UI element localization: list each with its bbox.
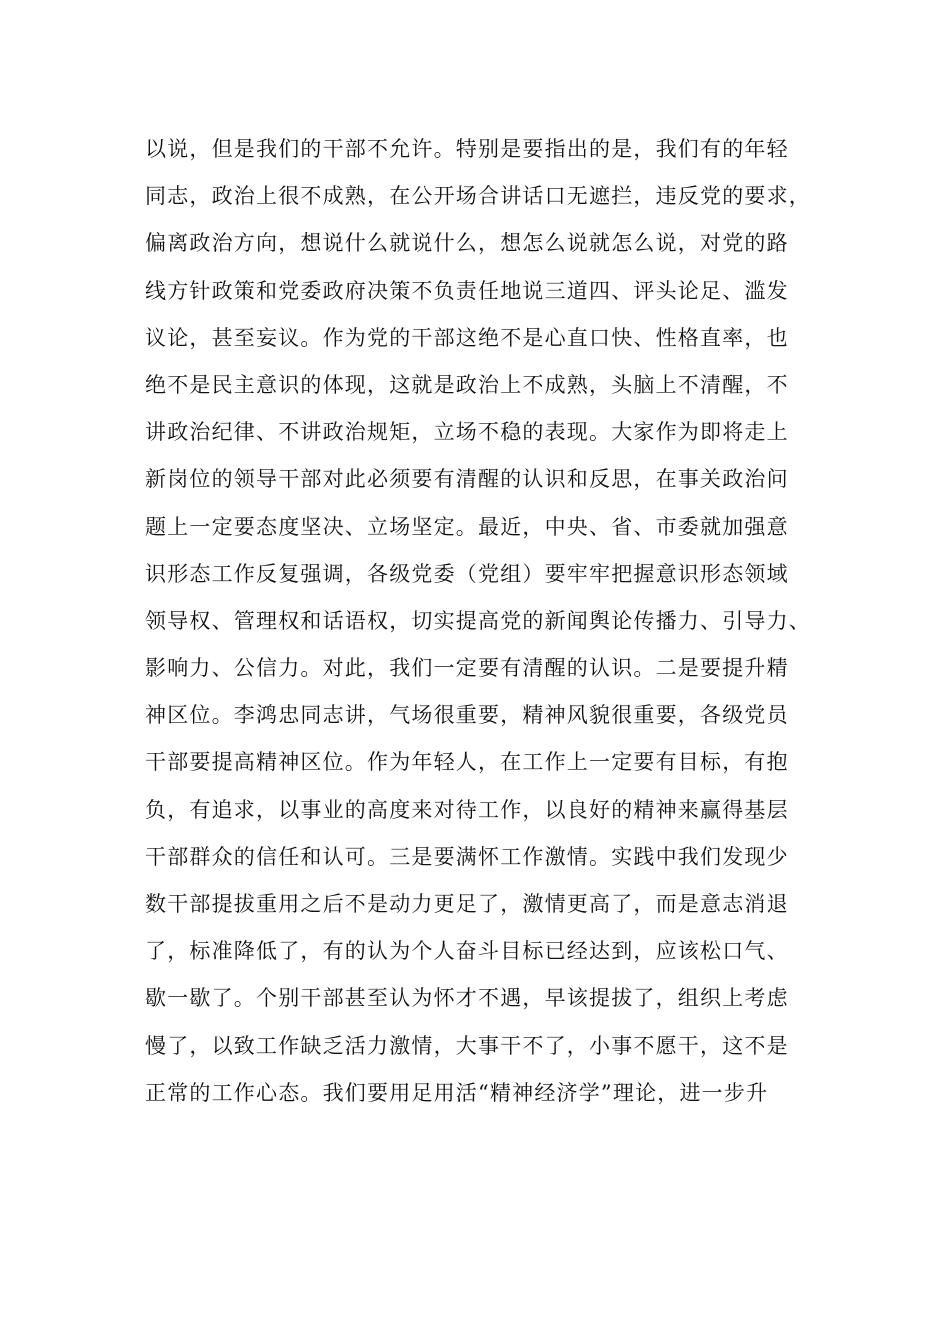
text-line: 干部群众的信任和认可。三是要满怀工作激情。实践中我们发现少 bbox=[145, 844, 789, 869]
text-line: 题上一定要态度坚决、立场坚定。最近，中央、省、市委就加强意 bbox=[145, 514, 789, 539]
text-line: 神区位。李鸿忠同志讲，气场很重要，精神风貌很重要，各级党员 bbox=[145, 703, 789, 728]
text-line: 绝不是民主意识的体现，这就是政治上不成熟，头脑上不清醒，不 bbox=[145, 372, 789, 397]
text-line: 线方针政策和党委政府决策不负责任地说三道四、评头论足、滥发 bbox=[145, 278, 789, 303]
text-line: 负，有追求，以事业的高度来对待工作，以良好的精神来赢得基层 bbox=[145, 797, 789, 822]
body-text bbox=[145, 126, 815, 1117]
text-line: 了，标准降低了，有的认为个人奋斗目标已经达到，应该松口气、 bbox=[145, 939, 789, 964]
text-line: 讲政治纪律、不讲政治规矩，立场不稳的表现。大家作为即将走上 bbox=[145, 420, 789, 445]
text-line: 新岗位的领导干部对此必须要有清醒的认识和反思，在事关政治问 bbox=[145, 467, 789, 492]
text-line: 偏离政治方向，想说什么就说什么，想怎么说就怎么说，对党的路 bbox=[145, 231, 789, 256]
text-line: 慢了，以致工作缺乏活力激情，大事干不了，小事不愿干，这不是 bbox=[145, 1033, 789, 1058]
text-line: 歇一歇了。个别干部甚至认为怀才不遇，早该提拔了，组织上考虑 bbox=[145, 986, 789, 1011]
text-line: 影响力、公信力。对此，我们一定要有清醒的认识。二是要提升精 bbox=[145, 656, 789, 681]
text-line: 识形态工作反复强调，各级党委（党组）要牢牢把握意识形态领域 bbox=[145, 561, 789, 586]
text-line: 领导权、管理权和话语权，切实提高党的新闻舆论传播力、引导力、 bbox=[145, 608, 811, 633]
text-line: 正常的工作心态。我们要用足用活“精神经济学”理论，进一步升 bbox=[145, 1080, 769, 1105]
text-line: 数干部提拔重用之后不是动力更足了，激情更高了，而是意志消退 bbox=[145, 892, 789, 916]
text-line: 以说，但是我们的干部不允许。特别是要指出的是，我们有的年轻 bbox=[145, 137, 789, 161]
text-line: 同志，政治上很不成熟，在公开场合讲话口无遮拦，违反党的要求， bbox=[145, 184, 811, 209]
text-line: 议论，甚至妄议。作为党的干部这绝不是心直口快、性格直率，也 bbox=[145, 325, 789, 350]
text-line: 干部要提高精神区位。作为年轻人，在工作上一定要有目标，有抱 bbox=[145, 750, 789, 775]
